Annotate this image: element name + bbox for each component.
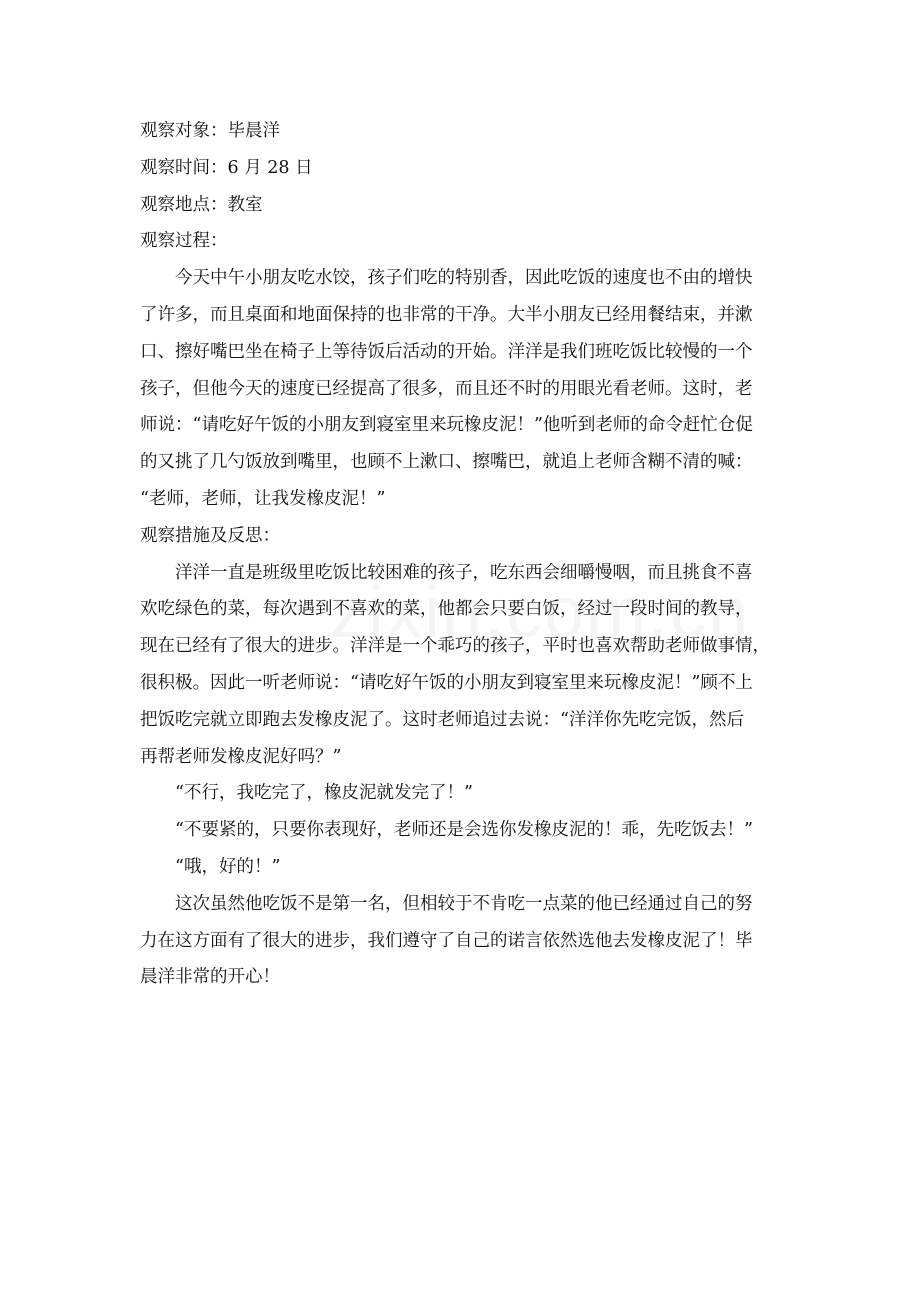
conclusion-paragraph (140, 886, 785, 996)
reflection-paragraph (140, 555, 785, 776)
document-body (140, 113, 785, 996)
text-line: 口、擦好嘴巴坐在椅子上等待饭后活动的开始。洋洋是我们班吃饭比较慢的一个 (140, 341, 753, 362)
text-line: 很积极。因此一听老师说：“请吃好午饭的小朋友到寝室里来玩橡皮泥！”顾不上 (140, 672, 753, 693)
dialogue-line: “不行，我吃完了，橡皮泥就发完了！” (175, 783, 473, 804)
reflection-label: 观察措施及反思： (140, 525, 280, 546)
text-line: 这次虽然他吃饭不是第一名，但相较于不肯吃一点菜的他已经通过自己的努 (175, 893, 753, 914)
text-line: 孩子，但他今天的速度已经提高了很多，而且还不时的用眼光看老师。这时，老 (140, 378, 753, 399)
text-line: 现在已经有了很大的进步。洋洋是一个乖巧的孩子，平时也喜欢帮助老师做事情， (140, 636, 770, 657)
dialogue-line: “哦，好的！” (175, 856, 281, 877)
dialogue-block (140, 775, 785, 885)
process-paragraph (140, 260, 785, 518)
observation-time: 观察时间：6 月 28 日 (140, 157, 313, 178)
text-line: 了许多，而且桌面和地面保持的也非常的干净。大半小朋友已经用餐结束，并漱 (140, 304, 753, 325)
observation-process-label: 观察过程： (140, 231, 228, 252)
text-line: 晨洋非常的开心！ (140, 967, 280, 988)
dialogue-line: “不要紧的，只要你表现好，老师还是会选你发橡皮泥的！乖，先吃饭去！” (175, 820, 753, 841)
text-line: 洋洋一直是班级里吃饭比较困难的孩子，吃东西会细嚼慢咽，而且挑食不喜 (175, 562, 753, 583)
text-line: 力在这方面有了很大的进步，我们遵守了自己的诺言依然选他去发橡皮泥了！毕 (140, 930, 753, 951)
text-line: “老师，老师，让我发橡皮泥！” (140, 488, 386, 509)
text-line: 师说：“请吃好午饭的小朋友到寝室里来玩橡皮泥！”他听到老师的命令赶忙仓促 (140, 415, 753, 436)
observation-place: 观察地点：教室 (140, 194, 263, 215)
text-line: 今天中午小朋友吃水饺，孩子们吃的特别香，因此吃饭的速度也不由的增快 (175, 268, 753, 289)
text-line: 欢吃绿色的菜，每次遇到不喜欢的菜，他都会只要白饭，经过一段时间的教导， (140, 599, 753, 620)
text-line: 的又挑了几勺饭放到嘴里，也顾不上漱口、擦嘴巴，就追上老师含糊不清的喊： (140, 452, 753, 473)
text-line: 再帮老师发橡皮泥好吗？” (140, 746, 342, 767)
observation-subject: 观察对象：毕晨洋 (140, 121, 280, 141)
text-line: 把饭吃完就立即跑去发橡皮泥了。这时老师追过去说：“洋洋你先吃完饭，然后 (140, 709, 744, 730)
